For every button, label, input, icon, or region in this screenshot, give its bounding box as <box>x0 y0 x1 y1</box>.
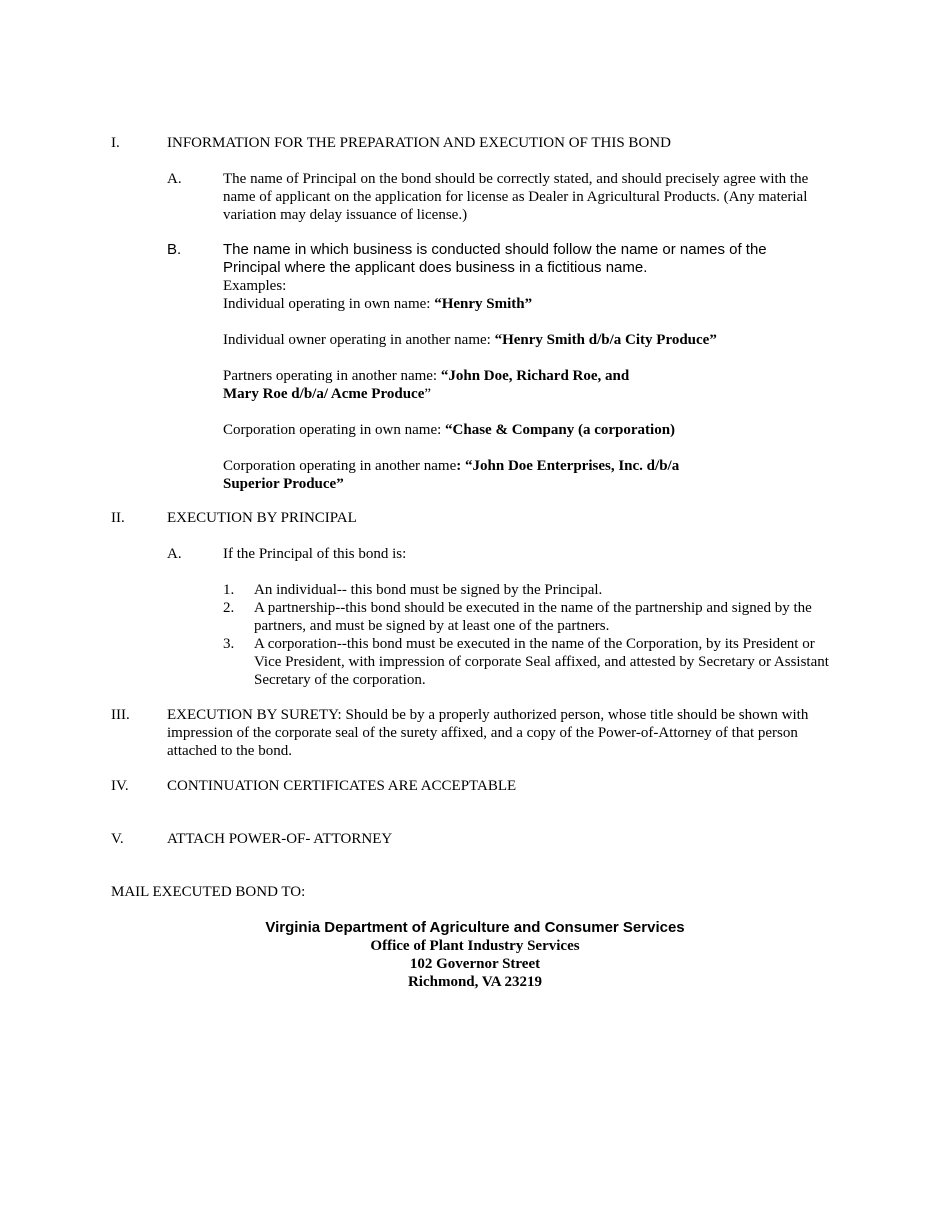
example-1-label: Individual operating in own name: <box>223 296 435 312</box>
section-5-number: V. <box>111 831 124 847</box>
address-organization: Virginia Department of Agriculture and Consumer Services <box>265 919 685 936</box>
example-3-value-line-1: “John Doe, Richard Roe, and <box>440 368 630 384</box>
list-item <box>223 581 843 599</box>
example-4 <box>223 421 837 439</box>
list-item-text: An individual-- this bond must be signed by the Principal. <box>254 582 603 598</box>
example-1 <box>223 295 837 313</box>
list-item-number: 3. <box>223 636 235 652</box>
section-2-number: II. <box>111 510 125 526</box>
mailing-address <box>0 919 950 991</box>
list-item-text: A partnership--this bond should be executed in the name of the partnership and signed by the partners, and must be signed by at least one of the partners. <box>254 600 812 634</box>
section-4-title: CONTINUATION CERTIFICATES ARE ACCEPTABLE <box>167 778 517 794</box>
address-city: Richmond, VA 23219 <box>407 974 543 990</box>
example-5-value-line-2: Superior Produce” <box>223 476 344 492</box>
example-2-value: “Henry Smith d/b/a City Produce” <box>494 332 717 348</box>
section-1-item-b-letter: B. <box>167 241 182 258</box>
section-1-title: INFORMATION FOR THE PREPARATION AND EXECUTION OF THIS BOND <box>167 135 671 151</box>
section-1-item-a-text: The name of Principal on the bond should be correctly stated, and should precisely agree with the name of applicant on the application for license as Dealer in Agricultural Products. (Any material variation may delay issuance of license.) <box>223 171 809 223</box>
list-item-text: A corporation--this bond must be executed in the name of the Corporation, by its President or Vice President, with impression of corporate Seal affixed, and attested by Secretary or Assistant Secretary of the corporation. <box>254 636 829 688</box>
list-item <box>223 635 843 689</box>
section-3-title: EXECUTION BY SURETY: Should be by a properly authorized person, whose title should be shown with impression of the corporate seal of the surety affixed, and a copy of the Power-of-Attorney of that person attached to the bond. <box>167 707 809 759</box>
example-1-value: “Henry Smith” <box>434 296 533 312</box>
example-3-close-quote: ” <box>424 386 432 402</box>
section-4-number: IV. <box>111 778 129 794</box>
list-item <box>223 599 843 635</box>
section-1-number: I. <box>111 135 120 151</box>
example-5-value-line-1: : “John Doe Enterprises, Inc. d/b/a <box>456 458 680 474</box>
example-3-value-line-2: Mary Roe d/b/a/ Acme Produce <box>223 386 425 402</box>
example-4-label: Corporation operating in own name: <box>223 422 446 438</box>
section-1-item-b-body <box>223 241 837 493</box>
section-1-item-a-letter: A. <box>167 171 182 187</box>
section-2-title: EXECUTION BY PRINCIPAL <box>167 510 357 526</box>
example-5-label: Corporation operating in another name <box>223 458 457 474</box>
list-item-number: 1. <box>223 582 235 598</box>
section-3-number: III. <box>111 707 130 723</box>
mail-label: MAIL EXECUTED BOND TO: <box>111 884 306 900</box>
section-2-item-a-letter: A. <box>167 546 182 562</box>
list-item-number: 2. <box>223 600 235 616</box>
section-3-heading <box>111 706 841 760</box>
examples-label: Examples: <box>223 278 287 294</box>
section-2-item-a-text: If the Principal of this bond is: <box>223 546 407 562</box>
address-office: Office of Plant Industry Services <box>370 938 580 954</box>
example-2-label: Individual owner operating in another name: <box>223 332 495 348</box>
example-5 <box>223 457 837 493</box>
example-3 <box>223 367 837 403</box>
address-street: 102 Governor Street <box>409 956 541 972</box>
example-4-value: “Chase & Company (a corporation) <box>445 422 676 438</box>
example-3-label: Partners operating in another name: <box>223 368 441 384</box>
principal-list <box>223 581 843 689</box>
section-1-item-b-text: The name in which business is conducted should follow the name or names of the Principal where the applicant does business in a fictitious name. <box>223 241 767 276</box>
example-2 <box>223 331 837 349</box>
section-5-title: ATTACH POWER-OF- ATTORNEY <box>167 831 393 847</box>
